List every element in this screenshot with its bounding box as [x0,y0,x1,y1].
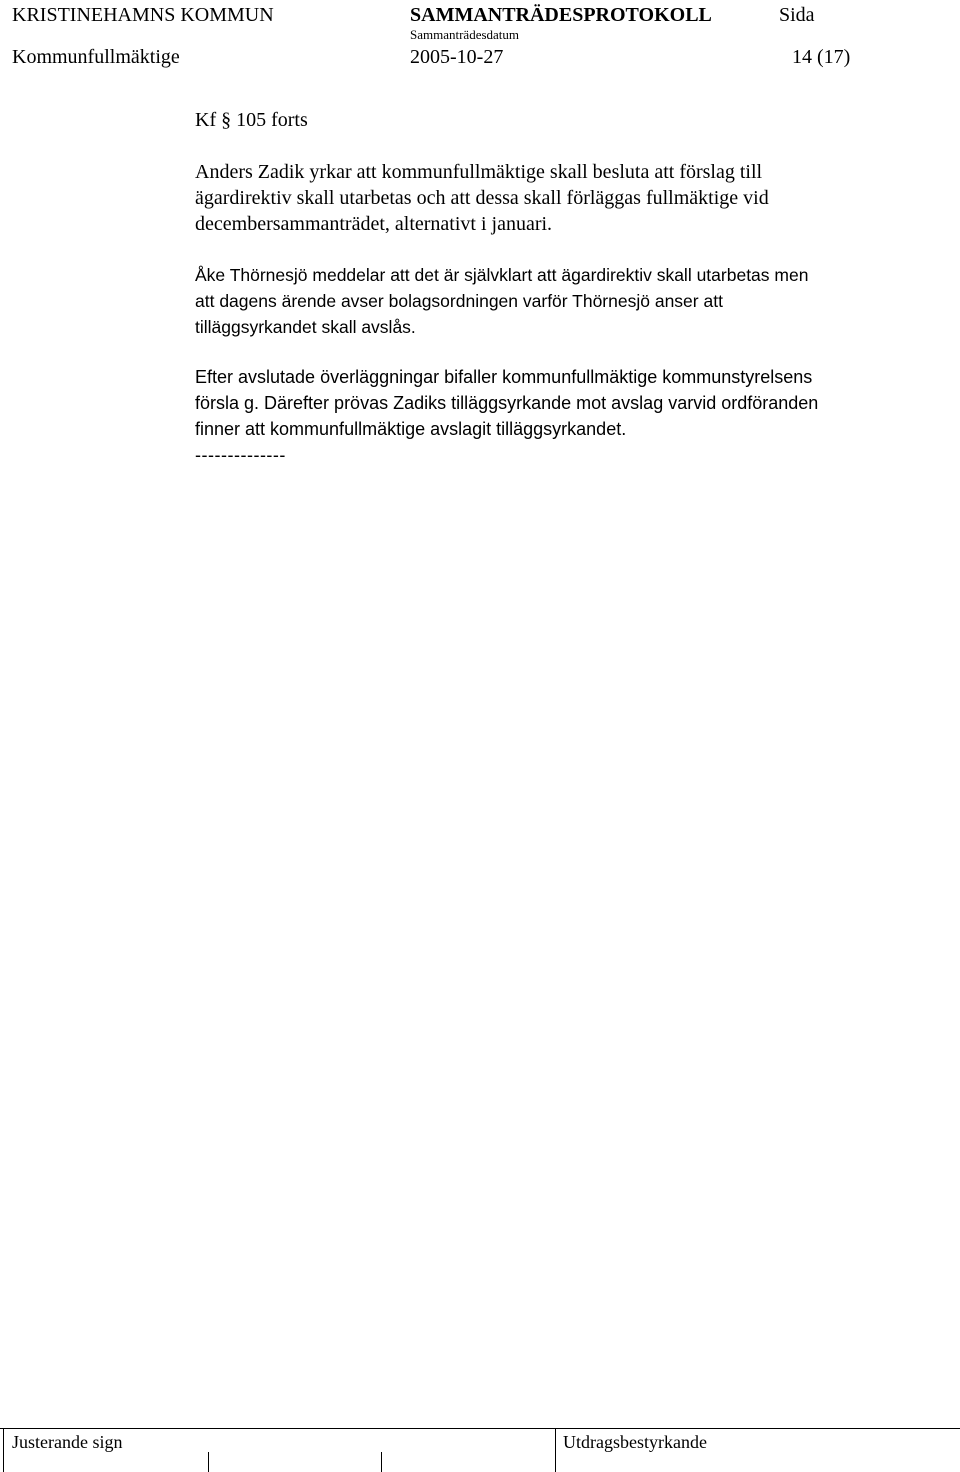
page-number: 14 (17) [792,46,851,68]
paragraph-line: decembersammanträdet, alternativt i januari. [195,213,553,235]
organization-name: KRISTINEHAMNS KOMMUN [12,4,274,26]
footer-divider [0,1428,960,1429]
paragraph-line: Anders Zadik yrkar att kommunfullmäktige skall besluta att förslag till [195,161,763,183]
signature-box-divider [381,1452,382,1472]
paragraph-zadik-proposal [195,159,769,237]
footer-box-border [3,1428,4,1472]
paragraph-line: tilläggsyrkandet skall avslås. [195,317,416,337]
signature-label: Justerande sign [12,1432,123,1452]
paragraph-line: Åke Thörnesjö meddelar att det är självklart att ägardirektiv skall utarbetas men [195,265,809,285]
paragraph-line: ägardirektiv skall utarbetas och att dessa skall förläggas fullmäktige vid [195,187,769,209]
section-separator: -------------- [195,445,286,465]
paragraph-line: finner att kommunfullmäktige avslagit tilläggsyrkandet. [195,419,627,439]
paragraph-decision [195,364,818,442]
footer-box-border [555,1428,556,1472]
paragraph-line: Efter avslutade överläggningar bifaller kommunfullmäktige kommunstyrelsens [195,367,813,387]
meeting-date: 2005-10-27 [410,46,504,68]
extract-certification-label: Utdragsbestyrkande [563,1432,707,1452]
document-type: SAMMANTRÄDESPROTOKOLL [410,4,712,26]
signature-box-divider [208,1452,209,1472]
page-label: Sida [779,4,815,26]
paragraph-thornesjo-statement [195,262,808,340]
paragraph-line: försla g. Därefter prövas Zadiks tilläggsyrkande mot avslag varvid ordföranden [195,393,819,413]
governing-body: Kommunfullmäktige [12,46,180,68]
meeting-date-label: Sammanträdesdatum [410,27,520,42]
section-heading: Kf § 105 forts [195,109,308,131]
paragraph-line: att dagens ärende avser bolagsordningen varför Thörnesjö anser att [195,291,723,311]
